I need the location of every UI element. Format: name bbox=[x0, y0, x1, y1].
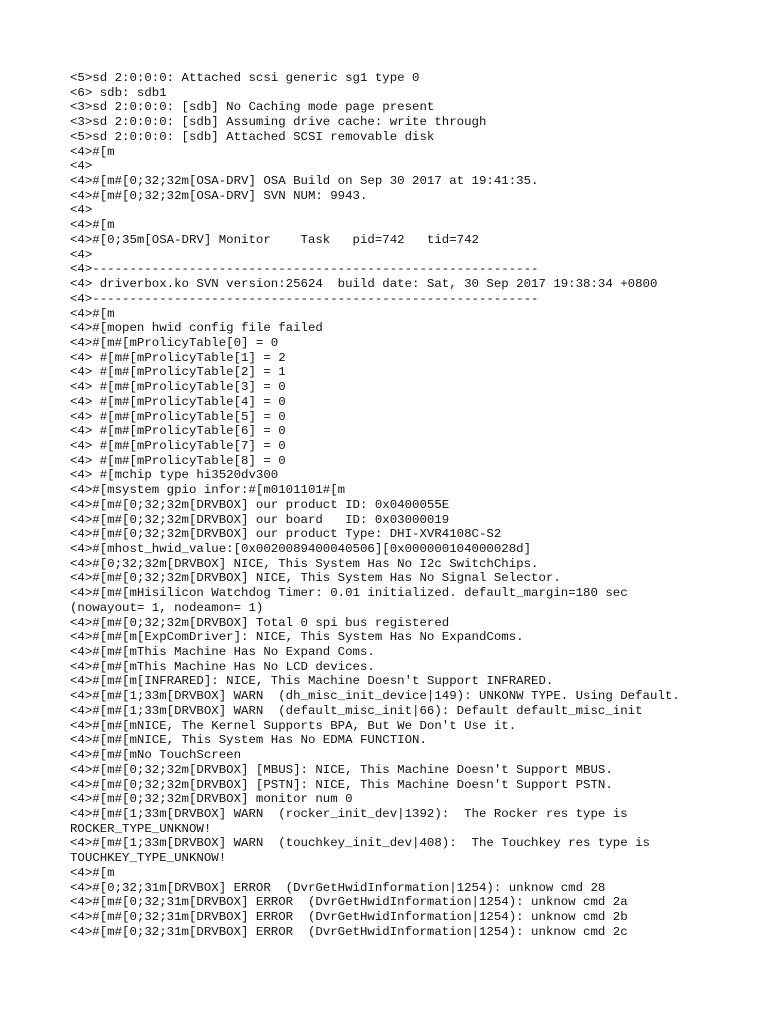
log-line: <4> #[mchip type hi3520dv300 bbox=[70, 468, 279, 483]
log-line: <4>------------------------------------------------------------ bbox=[70, 291, 539, 306]
log-line: <4>#[0;32;32m[DRVBOX] NICE, This System Has No I2c SwitchChips. bbox=[70, 556, 539, 571]
log-line: <4>#[0;35m[OSA-DRV] Monitor Task pid=742 tid=742 bbox=[70, 232, 479, 247]
log-line: <4> #[m#[mProlicyTable[6] = 0 bbox=[70, 424, 286, 439]
log-line: <3>sd 2:0:0:0: [sdb] Assuming drive cache: write through bbox=[70, 115, 487, 130]
log-line: <4>#[m#[0;32;31m[DRVBOX] ERROR (DvrGetHwidInformation|1254): unknow cmd 2a bbox=[70, 895, 628, 910]
log-line: <4> driverbox.ko SVN version:25624 build date: Sat, 30 Sep 2017 19:38:34 +0800 bbox=[70, 277, 658, 292]
log-line: <4>#[m#[1;33m[DRVBOX] WARN (default_misc_init|66): Default default_misc_init bbox=[70, 703, 643, 718]
log-line: <4>#[m bbox=[70, 306, 115, 321]
log-line: <4>#[m#[1;33m[DRVBOX] WARN (dh_misc_init_device|149): UNKONW TYPE. Using Default. bbox=[70, 689, 680, 704]
log-line: <4>#[m#[0;32;32m[OSA-DRV] OSA Build on Sep 30 2017 at 19:41:35. bbox=[70, 174, 539, 189]
log-line: <4>#[m#[0;32;32m[DRVBOX] our product ID: 0x0400055E bbox=[70, 497, 450, 512]
log-line: ROCKER_TYPE_UNKNOW! bbox=[70, 821, 212, 836]
log-line: <4>#[m#[0;32;32m[DRVBOX] monitor num 0 bbox=[70, 792, 353, 807]
log-line: <4>#[m#[mNICE, The Kernel Supports BPA, But We Don't Use it. bbox=[70, 718, 517, 733]
log-line: <4> #[m#[mProlicyTable[4] = 0 bbox=[70, 394, 286, 409]
log-line: <3>sd 2:0:0:0: [sdb] No Caching mode page present bbox=[70, 100, 435, 115]
log-line: <5>sd 2:0:0:0: [sdb] Attached SCSI removable disk bbox=[70, 129, 435, 144]
log-line: <4> #[m#[mProlicyTable[7] = 0 bbox=[70, 438, 286, 453]
log-line: <6> sdb: sdb1 bbox=[70, 85, 167, 100]
log-line: <4>#[m#[0;32;32m[OSA-DRV] SVN NUM: 9943. bbox=[70, 188, 368, 203]
log-line: <4> bbox=[70, 159, 93, 174]
log-line: <4>#[m#[mThis Machine Has No Expand Coms. bbox=[70, 645, 375, 660]
log-line: <4>#[m bbox=[70, 865, 115, 880]
log-line: <4>#[m#[mNo TouchScreen bbox=[70, 748, 242, 763]
log-line: <4>#[m#[mProlicyTable[0] = 0 bbox=[70, 335, 279, 350]
log-line: <4>#[m#[0;32;32m[DRVBOX] our product Type: DHI-XVR4108C-S2 bbox=[70, 527, 502, 542]
log-line: <4>#[m#[mNICE, This System Has No EDMA FUNCTION. bbox=[70, 733, 427, 748]
log-line: <4> #[m#[mProlicyTable[8] = 0 bbox=[70, 453, 286, 468]
log-line: <4>#[m#[m[INFRARED]: NICE, This Machine Doesn't Support INFRARED. bbox=[70, 674, 554, 689]
log-line: <4>#[m#[0;32;31m[DRVBOX] ERROR (DvrGetHwidInformation|1254): unknow cmd 2b bbox=[70, 909, 628, 924]
log-line: <4> #[m#[mProlicyTable[1] = 2 bbox=[70, 350, 286, 365]
log-line: <4>#[m#[0;32;32m[DRVBOX] [MBUS]: NICE, This Machine Doesn't Support MBUS. bbox=[70, 762, 613, 777]
log-line: <5>sd 2:0:0:0: Attached scsi generic sg1 type 0 bbox=[70, 71, 420, 85]
log-line: <4>#[mopen hwid config file failed bbox=[70, 321, 323, 336]
log-line: <4> #[m#[mProlicyTable[3] = 0 bbox=[70, 380, 286, 395]
log-line: <4>#[0;32;31m[DRVBOX] ERROR (DvrGetHwidInformation|1254): unknow cmd 28 bbox=[70, 880, 606, 895]
log-line: <4>#[m#[0;32;31m[DRVBOX] ERROR (DvrGetHwidInformation|1254): unknow cmd 2c bbox=[70, 924, 628, 939]
log-line: <4>#[msystem gpio infor:#[m0101101#[m bbox=[70, 483, 346, 498]
log-line: <4>#[m#[mHisilicon Watchdog Timer: 0.01 initialized. default_margin=180 sec bbox=[70, 586, 628, 601]
log-line: (nowayout= 1, nodeamon= 1) bbox=[70, 600, 264, 615]
log-document bbox=[70, 71, 710, 939]
log-line: <4> #[m#[mProlicyTable[5] = 0 bbox=[70, 409, 286, 424]
log-line: <4>#[m#[0;32;32m[DRVBOX] [PSTN]: NICE, This Machine Doesn't Support PSTN. bbox=[70, 777, 613, 792]
log-line: <4>#[m#[0;32;32m[DRVBOX] Total 0 spi bus registered bbox=[70, 615, 450, 630]
log-line: <4>------------------------------------------------------------ bbox=[70, 262, 539, 277]
log-line: <4> bbox=[70, 247, 93, 262]
log-line: <4>#[m#[m[ExpComDriver]: NICE, This System Has No ExpandComs. bbox=[70, 630, 524, 645]
log-line: <4>#[m#[1;33m[DRVBOX] WARN (touchkey_init_dev|408): The Touchkey res type is bbox=[70, 836, 650, 851]
log-line: <4>#[m bbox=[70, 218, 115, 233]
log-line: <4>#[mhost_hwid_value:[0x0020089400040506][0x000000104000028d] bbox=[70, 542, 532, 556]
log-line: <4>#[m#[0;32;32m[DRVBOX] our board ID: 0x03000019 bbox=[70, 512, 450, 527]
log-line: <4>#[m#[mThis Machine Has No LCD devices. bbox=[70, 659, 375, 674]
log-line: <4> #[m#[mProlicyTable[2] = 1 bbox=[70, 365, 286, 380]
log-line: <4>#[m bbox=[70, 144, 115, 159]
log-line: <4>#[m#[1;33m[DRVBOX] WARN (rocker_init_dev|1392): The Rocker res type is bbox=[70, 806, 628, 821]
log-line: TOUCHKEY_TYPE_UNKNOW! bbox=[70, 851, 227, 866]
log-line: <4>#[m#[0;32;32m[DRVBOX] NICE, This System Has No Signal Selector. bbox=[70, 571, 561, 586]
log-line: <4> bbox=[70, 203, 93, 218]
